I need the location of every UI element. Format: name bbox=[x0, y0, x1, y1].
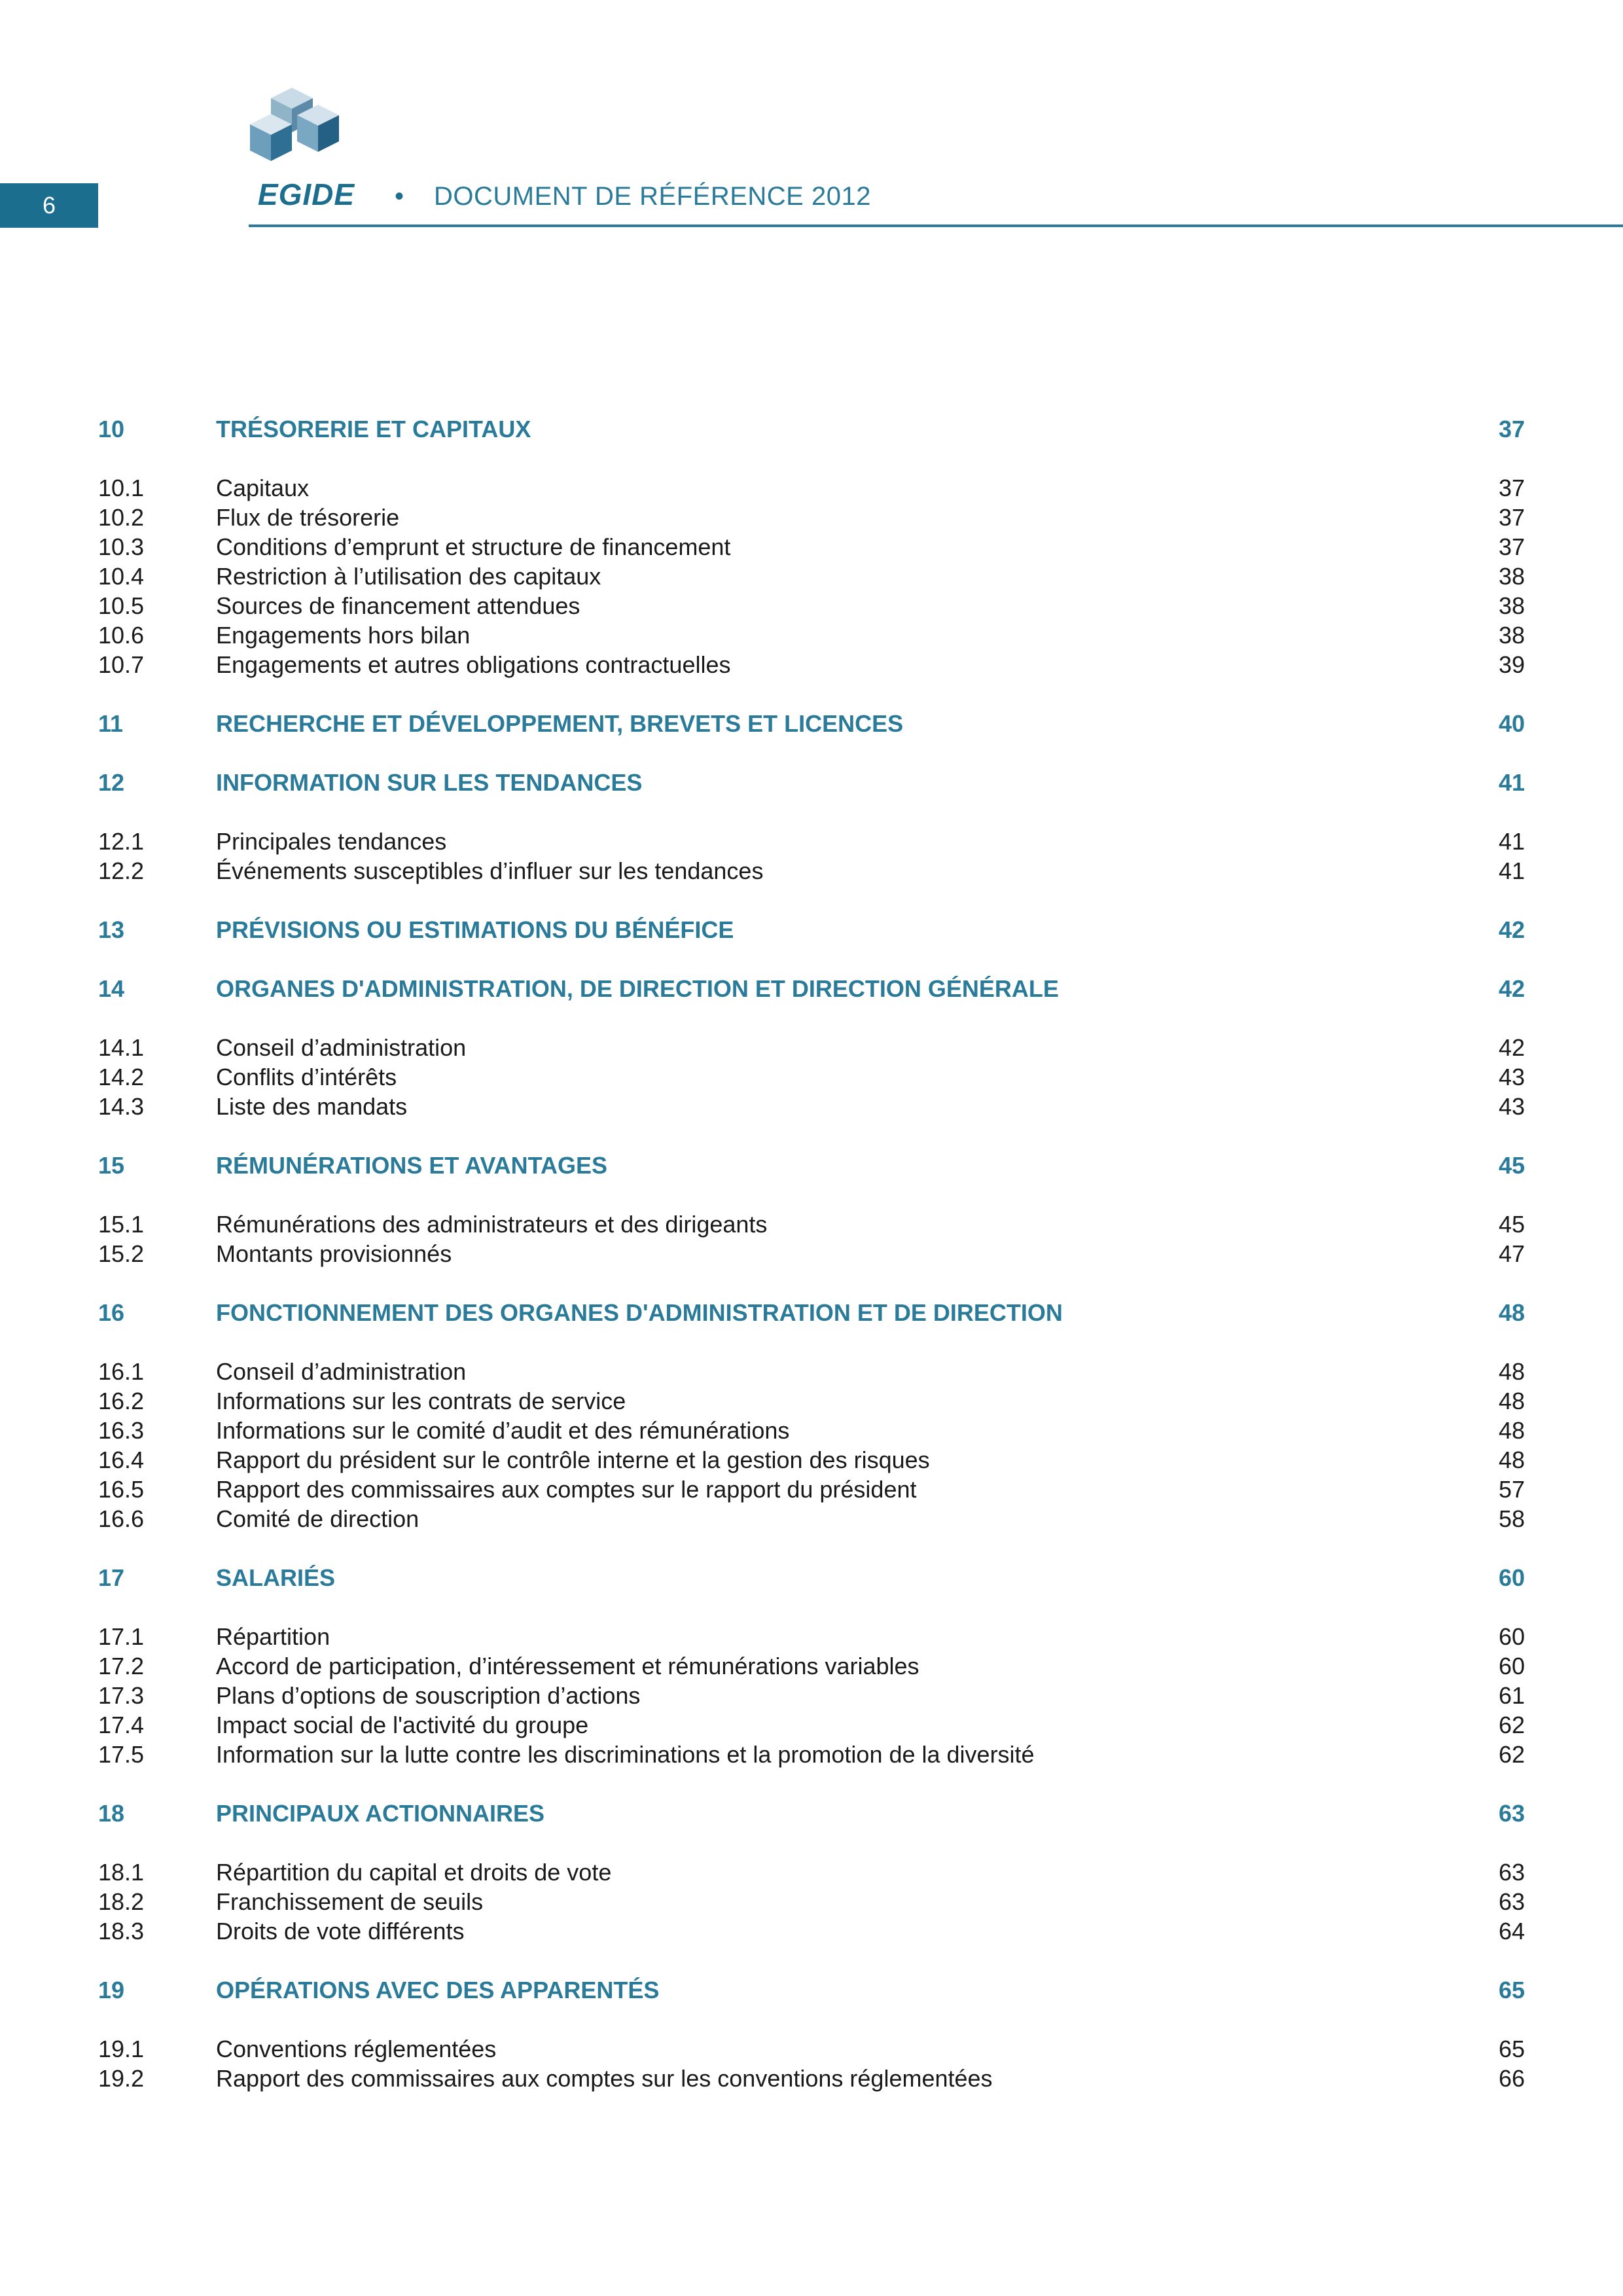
toc-title: Rapport du président sur le contrôle interne et la gestion des risques bbox=[216, 1446, 930, 1473]
toc-title: Accord de participation, d’intéressement et rémunérations variables bbox=[216, 1652, 919, 1679]
page-number-tab bbox=[0, 183, 98, 228]
toc-title: FONCTIONNEMENT DES ORGANES D'ADMINISTRATION ET DE DIRECTION bbox=[216, 1299, 1063, 1326]
toc-title: Impact social de l'activité du groupe bbox=[216, 1711, 589, 1738]
toc-number: 16.5 bbox=[98, 1475, 145, 1503]
toc-title: Répartition bbox=[216, 1623, 330, 1650]
toc-entry-row[interactable] bbox=[98, 1386, 1525, 1416]
toc-number: 19.1 bbox=[98, 2035, 145, 2062]
toc-title: Flux de trésorerie bbox=[216, 503, 400, 531]
toc-page: 48 bbox=[1498, 1416, 1525, 1444]
toc-number: 19.2 bbox=[98, 2064, 145, 2092]
toc-page: 62 bbox=[1498, 1711, 1525, 1738]
toc-title: Engagements et autres obligations contractuelles bbox=[216, 651, 731, 678]
toc-entry-row[interactable] bbox=[98, 503, 1525, 532]
toc-page: 42 bbox=[1498, 975, 1525, 1002]
toc-section-row[interactable] bbox=[98, 1151, 1525, 1180]
toc-page: 38 bbox=[1498, 562, 1525, 590]
toc-number: 10 bbox=[98, 415, 125, 442]
toc-title: RECHERCHE ET DÉVELOPPEMENT, BREVETS ET LICENCES bbox=[216, 709, 904, 737]
toc-page: 37 bbox=[1498, 503, 1525, 531]
toc-entry-row[interactable] bbox=[98, 532, 1525, 562]
toc-entry-row[interactable] bbox=[98, 1651, 1525, 1681]
toc-title: Liste des mandats bbox=[216, 1092, 408, 1120]
toc-number: 18 bbox=[98, 1799, 125, 1827]
toc-page: 64 bbox=[1498, 1917, 1525, 1945]
toc-gap bbox=[98, 679, 1525, 709]
toc-number: 16.1 bbox=[98, 1357, 145, 1385]
toc-page: 61 bbox=[1498, 1681, 1525, 1709]
toc-title: Informations sur les contrats de service bbox=[216, 1387, 626, 1414]
toc-entry-row[interactable] bbox=[98, 1445, 1525, 1475]
toc-title: OPÉRATIONS AVEC DES APPARENTÉS bbox=[216, 1976, 660, 2003]
toc-section-row[interactable] bbox=[98, 414, 1525, 444]
toc-entry-row[interactable] bbox=[98, 1210, 1525, 1239]
toc-number: 10.1 bbox=[98, 474, 145, 501]
toc-number: 17.3 bbox=[98, 1681, 145, 1709]
toc-number: 10.6 bbox=[98, 621, 145, 649]
toc-entry-row[interactable] bbox=[98, 1504, 1525, 1534]
table-of-contents bbox=[98, 414, 1525, 2093]
toc-page: 38 bbox=[1498, 592, 1525, 619]
toc-number: 14.3 bbox=[98, 1092, 145, 1120]
toc-number: 17.5 bbox=[98, 1740, 145, 1768]
toc-title: Rémunérations des administrateurs et des dirigeants bbox=[216, 1210, 768, 1238]
toc-entry-row[interactable] bbox=[98, 562, 1525, 591]
toc-number: 17.4 bbox=[98, 1711, 145, 1738]
toc-number: 15.2 bbox=[98, 1240, 145, 1267]
toc-page: 48 bbox=[1498, 1299, 1525, 1326]
toc-title: PRINCIPAUX ACTIONNAIRES bbox=[216, 1799, 545, 1827]
toc-page: 41 bbox=[1498, 827, 1525, 855]
toc-gap bbox=[98, 1003, 1525, 1033]
toc-page: 58 bbox=[1498, 1505, 1525, 1532]
toc-page: 48 bbox=[1498, 1357, 1525, 1385]
toc-page: 42 bbox=[1498, 1033, 1525, 1061]
toc-section-row[interactable] bbox=[98, 709, 1525, 738]
toc-title: RÉMUNÉRATIONS ET AVANTAGES bbox=[216, 1151, 608, 1179]
toc-number: 10.4 bbox=[98, 562, 145, 590]
toc-page: 37 bbox=[1498, 474, 1525, 501]
toc-entry-row[interactable] bbox=[98, 1357, 1525, 1386]
toc-title: Droits de vote différents bbox=[216, 1917, 465, 1945]
toc-number: 13 bbox=[98, 916, 125, 943]
toc-number: 14.1 bbox=[98, 1033, 145, 1061]
toc-number: 18.3 bbox=[98, 1917, 145, 1945]
toc-number: 16.3 bbox=[98, 1416, 145, 1444]
page-number: 6 bbox=[42, 192, 56, 219]
toc-page: 37 bbox=[1498, 533, 1525, 560]
toc-page: 39 bbox=[1498, 651, 1525, 678]
toc-page: 62 bbox=[1498, 1740, 1525, 1768]
toc-number: 15 bbox=[98, 1151, 125, 1179]
toc-title: Rapport des commissaires aux comptes sur le rapport du président bbox=[216, 1475, 917, 1503]
toc-number: 16 bbox=[98, 1299, 125, 1326]
toc-entry-row[interactable] bbox=[98, 856, 1525, 886]
header-bullet: • bbox=[395, 182, 404, 211]
toc-page: 41 bbox=[1498, 768, 1525, 796]
toc-title: Franchissement de seuils bbox=[216, 1888, 484, 1915]
toc-entry-row[interactable] bbox=[98, 473, 1525, 503]
toc-entry-row[interactable] bbox=[98, 1416, 1525, 1445]
toc-number: 16.4 bbox=[98, 1446, 145, 1473]
toc-page: 63 bbox=[1498, 1858, 1525, 1886]
toc-gap bbox=[98, 1592, 1525, 1622]
toc-page: 37 bbox=[1498, 415, 1525, 442]
toc-number: 12 bbox=[98, 768, 125, 796]
toc-entry-row[interactable] bbox=[98, 1475, 1525, 1504]
toc-page: 60 bbox=[1498, 1652, 1525, 1679]
toc-gap bbox=[98, 944, 1525, 974]
document-title: DOCUMENT DE RÉFÉRENCE 2012 bbox=[434, 182, 871, 211]
toc-gap bbox=[98, 797, 1525, 827]
toc-page: 60 bbox=[1498, 1564, 1525, 1591]
toc-entry-row[interactable] bbox=[98, 1740, 1525, 1769]
toc-section-row[interactable] bbox=[98, 768, 1525, 797]
toc-page: 40 bbox=[1498, 709, 1525, 737]
toc-entry-row[interactable] bbox=[98, 2064, 1525, 2093]
toc-number: 18.1 bbox=[98, 1858, 145, 1886]
toc-gap bbox=[98, 1946, 1525, 1975]
toc-gap bbox=[98, 738, 1525, 768]
toc-page: 48 bbox=[1498, 1446, 1525, 1473]
toc-section-row[interactable] bbox=[98, 1563, 1525, 1592]
toc-page: 47 bbox=[1498, 1240, 1525, 1267]
toc-number: 16.2 bbox=[98, 1387, 145, 1414]
toc-title: Conseil d’administration bbox=[216, 1033, 467, 1061]
toc-title: Sources de financement attendues bbox=[216, 592, 580, 619]
toc-gap bbox=[98, 444, 1525, 473]
toc-page: 60 bbox=[1498, 1623, 1525, 1650]
toc-title: ORGANES D'ADMINISTRATION, DE DIRECTION ET DIRECTION GÉNÉRALE bbox=[216, 975, 1059, 1002]
toc-page: 65 bbox=[1498, 1976, 1525, 2003]
toc-entry-row[interactable] bbox=[98, 1916, 1525, 1946]
toc-number: 14 bbox=[98, 975, 125, 1002]
logo-text: EGIDE bbox=[257, 177, 355, 211]
egide-logo bbox=[247, 85, 365, 211]
toc-title: Capitaux bbox=[216, 474, 310, 501]
toc-title: Comité de direction bbox=[216, 1505, 419, 1532]
toc-section-row[interactable] bbox=[98, 1799, 1525, 1828]
toc-entry-row[interactable] bbox=[98, 1887, 1525, 1916]
toc-number: 14.2 bbox=[98, 1063, 145, 1090]
toc-title: Restriction à l’utilisation des capitaux bbox=[216, 562, 601, 590]
toc-title: Événements susceptibles d’influer sur les tendances bbox=[216, 857, 764, 884]
toc-number: 17.2 bbox=[98, 1652, 145, 1679]
toc-title: Informations sur le comité d’audit et des rémunérations bbox=[216, 1416, 790, 1444]
toc-section-row[interactable] bbox=[98, 915, 1525, 944]
toc-gap bbox=[98, 1268, 1525, 1298]
toc-title: Montants provisionnés bbox=[216, 1240, 452, 1267]
toc-page: 42 bbox=[1498, 916, 1525, 943]
toc-page: 65 bbox=[1498, 2035, 1525, 2062]
toc-gap bbox=[98, 2005, 1525, 2034]
toc-title: Engagements hors bilan bbox=[216, 621, 471, 649]
toc-title: Conseil d’administration bbox=[216, 1357, 467, 1385]
toc-title: Information sur la lutte contre les discriminations et la promotion de la diversité bbox=[216, 1740, 1035, 1768]
toc-section-row[interactable] bbox=[98, 1975, 1525, 2005]
toc-gap bbox=[98, 886, 1525, 915]
toc-entry-row[interactable] bbox=[98, 650, 1525, 679]
toc-page: 45 bbox=[1498, 1151, 1525, 1179]
header-rule bbox=[249, 224, 1623, 227]
toc-page: 63 bbox=[1498, 1888, 1525, 1915]
toc-page: 48 bbox=[1498, 1387, 1525, 1414]
toc-entry-row[interactable] bbox=[98, 1239, 1525, 1268]
toc-entry-row[interactable] bbox=[98, 1092, 1525, 1121]
toc-number: 15.1 bbox=[98, 1210, 145, 1238]
toc-number: 19 bbox=[98, 1976, 125, 2003]
toc-title: PRÉVISIONS OU ESTIMATIONS DU BÉNÉFICE bbox=[216, 916, 734, 943]
toc-page: 63 bbox=[1498, 1799, 1525, 1827]
toc-number: 18.2 bbox=[98, 1888, 145, 1915]
toc-number: 12.1 bbox=[98, 827, 145, 855]
toc-entry-row[interactable] bbox=[98, 1622, 1525, 1651]
toc-entry-row[interactable] bbox=[98, 620, 1525, 650]
toc-number: 10.7 bbox=[98, 651, 145, 678]
toc-entry-row[interactable] bbox=[98, 1681, 1525, 1710]
toc-title: Conventions réglementées bbox=[216, 2035, 497, 2062]
toc-number: 10.3 bbox=[98, 533, 145, 560]
toc-title: SALARIÉS bbox=[216, 1564, 336, 1591]
toc-section-row[interactable] bbox=[98, 974, 1525, 1003]
toc-gap bbox=[98, 1828, 1525, 1857]
toc-number: 10.2 bbox=[98, 503, 145, 531]
toc-title: Rapport des commissaires aux comptes sur les conventions réglementées bbox=[216, 2064, 993, 2092]
toc-number: 10.5 bbox=[98, 592, 145, 619]
toc-title: Principales tendances bbox=[216, 827, 447, 855]
toc-gap bbox=[98, 1121, 1525, 1151]
toc-title: TRÉSORERIE ET CAPITAUX bbox=[216, 415, 531, 442]
toc-gap bbox=[98, 1180, 1525, 1210]
toc-number: 16.6 bbox=[98, 1505, 145, 1532]
toc-page: 66 bbox=[1498, 2064, 1525, 2092]
toc-entry-row[interactable] bbox=[98, 1033, 1525, 1062]
toc-page: 45 bbox=[1498, 1210, 1525, 1238]
toc-number: 11 bbox=[98, 709, 124, 737]
toc-entry-row[interactable] bbox=[98, 1062, 1525, 1092]
toc-title: Plans d’options de souscription d’actions bbox=[216, 1681, 641, 1709]
toc-gap bbox=[98, 1534, 1525, 1563]
toc-number: 12.2 bbox=[98, 857, 145, 884]
toc-entry-row[interactable] bbox=[98, 1857, 1525, 1887]
toc-section-row[interactable] bbox=[98, 1298, 1525, 1327]
toc-title: Conflits d’intérêts bbox=[216, 1063, 397, 1090]
toc-title: INFORMATION SUR LES TENDANCES bbox=[216, 768, 643, 796]
toc-title: Conditions d’emprunt et structure de financement bbox=[216, 533, 731, 560]
toc-page: 43 bbox=[1498, 1092, 1525, 1120]
toc-entry-row[interactable] bbox=[98, 827, 1525, 856]
toc-entry-row[interactable] bbox=[98, 2034, 1525, 2064]
toc-page: 43 bbox=[1498, 1063, 1525, 1090]
toc-title: Répartition du capital et droits de vote bbox=[216, 1858, 612, 1886]
toc-entry-row[interactable] bbox=[98, 591, 1525, 620]
toc-page: 41 bbox=[1498, 857, 1525, 884]
toc-gap bbox=[98, 1327, 1525, 1357]
toc-number: 17.1 bbox=[98, 1623, 145, 1650]
toc-gap bbox=[98, 1769, 1525, 1799]
toc-entry-row[interactable] bbox=[98, 1710, 1525, 1740]
toc-page: 38 bbox=[1498, 621, 1525, 649]
cubes-logo-icon bbox=[247, 85, 365, 177]
toc-page: 57 bbox=[1498, 1475, 1525, 1503]
toc-number: 17 bbox=[98, 1564, 125, 1591]
